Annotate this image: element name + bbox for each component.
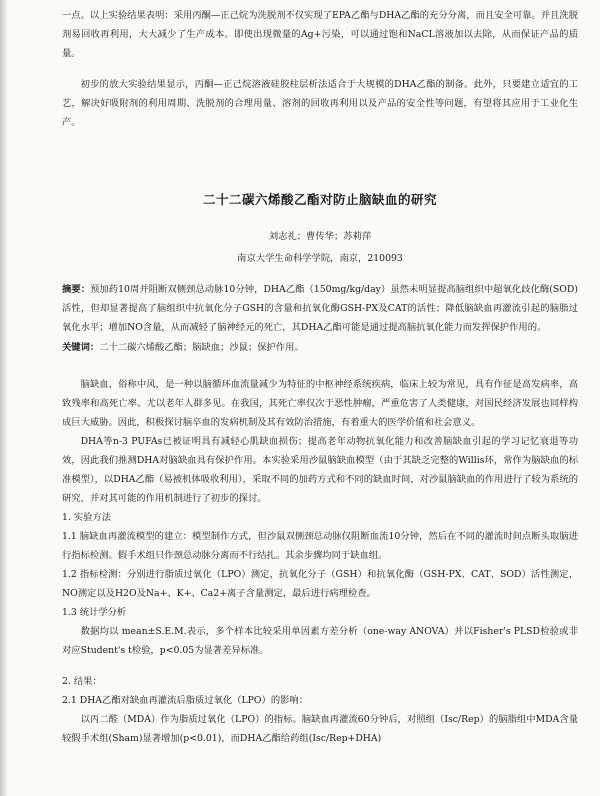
- keywords: [62, 339, 578, 353]
- abstract: [62, 280, 578, 337]
- stats-paragraph: 数据均以 mean±S.E.M.表示，多个样本比较采用单因素方差分析（one-way ANOVA）并以Fisher's PLSD检验或非对应Student's t检验，p<0.05为显著差异标准。: [62, 626, 578, 656]
- keywords-label: 关键词：: [62, 342, 100, 353]
- article-affiliation: 南京大学生命科学学院，南京，210093: [237, 253, 403, 264]
- abstract-text: 预加药10周并阻断双侧颈总动脉10分钟，DHA乙酯（150mg/kg/day）虽然未明显提高脑组织中超氧化歧化酶(SOD)活性，但却显著提高了脑组织中抗氧化分子GSH的含量和抗氧化酶GSH-PX及CAT的活性；降低脑缺血再灌流引起的脑脂过氧化水平；增加NO含量，从而减轻了脑神经元的死亡，其DHA乙酯可能是通过提高脑抗氧化能力而发挥保护作用的。: [62, 284, 578, 333]
- paper-page: [62, 6, 578, 748]
- abstract-label: 摘要：: [62, 284, 91, 295]
- section-heading-methods: 1. 实验方法: [62, 512, 112, 523]
- section-heading-2-1: 2.1 DHA乙酯对缺血再灌流后脂质过氧化（LPO）的影响：: [62, 695, 309, 706]
- section-heading-stats: 1.3 统计学分析: [62, 607, 127, 618]
- results-paragraph: 以丙二醛（MDA）作为脂质过氧化（LPO）的指标。脑缺血再灌流60分钟后，对照组（Isc/Rep）的脑脂组中MDA含量较假手术组(Sham)显著增加(p<0.01)，而DHA乙酯给药组(Isc/Rep+DHA): [62, 714, 578, 744]
- methods-1-1: 1.1 脑缺血再灌流模型的建立：模型制作方式，但沙鼠双侧颈总动脉仅阻断血流10分钟，然后在不同的灌流时间点断头取脑进行指标检测。假手术组只作颈总动脉分离而不行结扎。其余步骤均同于缺血组。: [62, 531, 578, 561]
- section-heading-results: 2. 结果：: [62, 676, 102, 687]
- methods-1-2: 1.2 指标检测：分别进行脂质过氧化（LPO）测定，抗氧化分子（GSH）和抗氧化酶（GSH-PX、CAT、SOD）活性测定，NO测定以及H2O及Na+、K+、Ca2+离子含量测定，最后进行病理检查。: [62, 569, 578, 599]
- article-authors: 刘志礼；曹传华；苏莉萍: [268, 231, 372, 242]
- top-paragraph-1: 一点。以上实验结果表明：采用丙酮—正己烷为洗脱剂不仅实现了EPA乙酯与DHA乙酯的充分分离，而且安全可靠。并且洗脱剂易回收再利用，大大减少了生产成本。即使出现微量的Ag+污染，可以通过饱和NaCL溶液加以去除，从而保证产品的质量。: [62, 10, 578, 59]
- keywords-text: 二十二碳六烯酸乙酯；脑缺血；沙鼠；保护作用。: [99, 342, 304, 353]
- intro-paragraph-2: DHA等n-3 PUFAs已被证明具有减轻心肌缺血损伤；提高老年动物抗氧化能力和改善脑缺血引起的学习记忆衰退等功效，因此我们推测DHA对脑缺血具有保护作用。本实验采用沙鼠脑缺血模型（由于其缺乏完整的Willis环，常作为脑缺血的标准模型），以DHA乙酯（易被机体吸收利用），采取不同的加药方式和不同的缺血时间，对沙鼠脑缺血的作用进行了较为系统的研究，并对其可能的作用机制进行了初步的探讨。: [62, 436, 578, 504]
- top-paragraph-2: 初步的放大实验结果显示，丙酮—正己烷溶液硅胶柱层析法适合于大规模的DHA乙酯的制备。此外，只要建立适宜的工艺，解决好吸附剂的利用周期、洗脱剂的合理用量、溶剂的回收再利用以及产品的安全性等问题，有望将其应用于工业化生产。: [62, 79, 578, 128]
- article-title: 二十二碳六烯酸乙酯对防止脑缺血的研究: [202, 192, 437, 207]
- scan-shadow-edge: [0, 0, 8, 796]
- intro-paragraph-1: 脑缺血，俗称中风，是一种以脑循环血流量减少为特征的中枢神经系统疾病，临床上较为常见，具有作征是高发病率，高致残率和高死亡率。尤以老年人群多见。在我国，其死亡率仅次于恶性肿瘤，严重危害了人类健康，对国民经济发展也同样构成巨大威胁。因此，积极探讨脑卒血的发病机制及其有效防治措施，有着重大的医学价值和社会意义。: [62, 379, 578, 428]
